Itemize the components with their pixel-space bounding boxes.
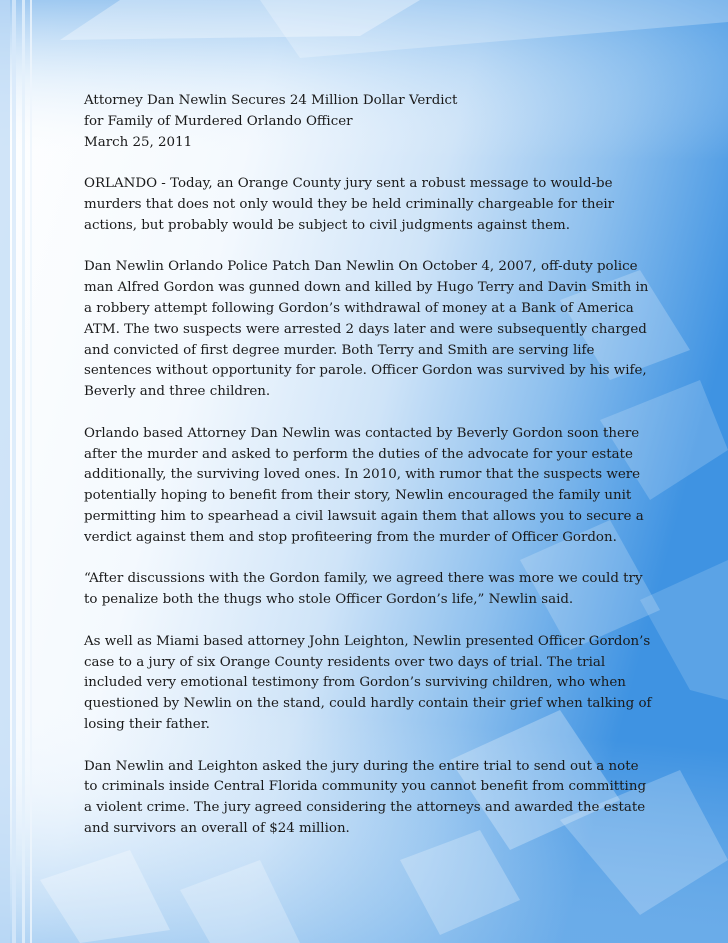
paragraph-intro: ORLANDO - Today, an Orange County jury sent a robust message to would-be murders that does not only would they be held criminally chargeable for their actions, but probably would be subject to civil judgments against them.	[84, 176, 615, 233]
headline-line-2: for Family of Murdered Orlando Officer	[84, 113, 353, 129]
document-body	[84, 91, 652, 840]
paragraph-verdict: Dan Newlin and Leighton asked the jury during the entire trial to send out a note to criminals inside Central Florida community you cannot benefit from committing a violent crime. The jury agreed considering the attorneys and awarded the estate and survivors an overall of $24 million.	[84, 758, 647, 836]
press-release-date: March 25, 2011	[84, 134, 193, 150]
headline	[84, 91, 652, 133]
paragraph-quote: “After discussions with the Gordon family, we agreed there was more we could try to penalize both the thugs who stole Officer Gordon’s life,” Newlin said.	[84, 571, 643, 608]
headline-line-1: Attorney Dan Newlin Secures 24 Million Dollar Verdict	[84, 93, 458, 108]
paragraph-background: Dan Newlin Orlando Police Patch Dan Newlin On October 4, 2007, off-duty police man Alfred Gordon was gunned down and killed by Hugo Terry and Davin Smith in a robbery attempt following Gordon’s withdrawal of money at a Bank of America ATM. The two suspects were arrested 2 days later and were subsequently charged and convicted of first degree murder. Both Terry and Smith are serving life sentences without opportunity for parole. Officer Gordon was survived by his wife, Beverly and three children.	[84, 259, 649, 400]
paragraph-lawsuit: Orlando based Attorney Dan Newlin was contacted by Beverly Gordon soon there after the murder and asked to perform the duties of the advocate for your estate additionally, the surviving loved ones. In 2010, with rumor that the suspects were potentially hoping to benefit from their story, Newlin encouraged the family unit permitting him to spearhead a civil lawsuit again them that allows you to secure a verdict against them and stop profiteering from the murder of Officer Gordon.	[84, 425, 644, 545]
paragraph-trial: As well as Miami based attorney John Leighton, Newlin presented Officer Gordon’s case to a jury of six Orange County residents over two days of trial. The trial included very emotional testimony from Gordon’s surviving children, who when questioned by Newlin on the stand, could hardly contain their grief when talking of losing their father.	[84, 633, 652, 732]
